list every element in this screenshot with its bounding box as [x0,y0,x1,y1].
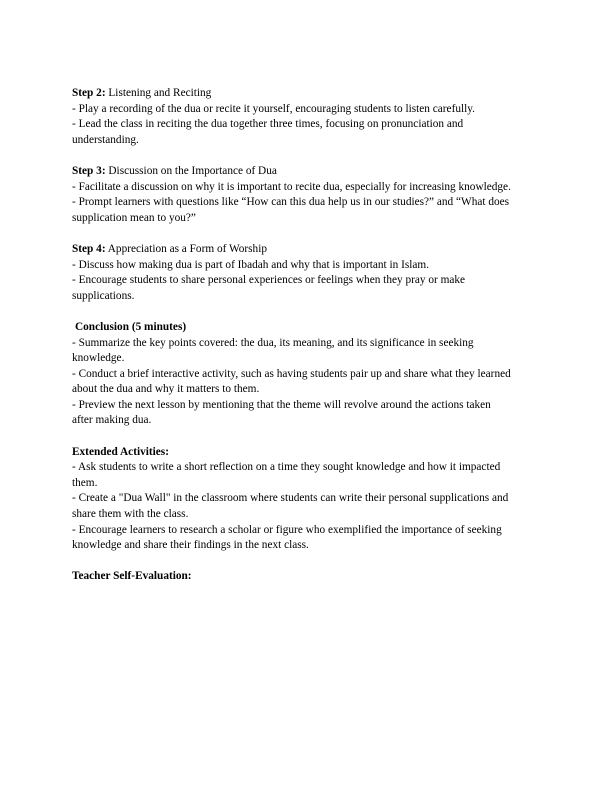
extended-activities-line: - Encourage learners to research a scholar or figure who exemplified the importance of seeking [72,523,502,536]
step-2-section [72,86,552,148]
self-evaluation-heading: Teacher Self-Evaluation: [72,570,192,583]
step-3-label: Step 3: [72,164,106,177]
extended-activities-section [72,445,552,554]
extended-activities-line: - Ask students to write a short reflection on a time they sought knowledge and how it impacted [72,461,501,474]
step-4-line: - Encourage students to share personal experiences or feelings when they pray or make [72,274,466,287]
step-4-label: Step 4: [72,242,106,255]
conclusion-heading: Conclusion (5 minutes) [75,320,187,333]
step-2-heading [72,86,552,102]
step-2-line: - Lead the class in reciting the dua together three times, focusing on pronunciation and [72,118,464,131]
step-2-line: - Play a recording of the dua or recite it yourself, encouraging students to listen carefully. [72,102,475,115]
step-2-line: understanding. [72,133,139,146]
step-3-section [72,164,552,226]
conclusion-line: - Conduct a brief interactive activity, such as having students pair up and share what they learned [72,367,511,380]
step-3-line: - Prompt learners with questions like “How can this dua help us in our studies?” and “What does [72,196,510,209]
conclusion-line: about the dua and why it matters to them. [72,383,260,396]
step-3-line: supplication mean to you?” [72,211,196,224]
extended-activities-heading: Extended Activities: [72,445,169,458]
step-3-line: - Facilitate a discussion on why it is important to recite dua, especially for increasing knowledge. [72,180,511,193]
step-3-heading [72,164,552,180]
step-2-label: Step 2: [72,87,106,99]
step-4-line: - Discuss how making dua is part of Ibadah and why that is important in Islam. [72,258,430,271]
step-4-heading [72,242,552,258]
self-evaluation-section [72,569,552,585]
extended-activities-line: - Create a "Dua Wall" in the classroom where students can write their personal supplications and [72,492,509,505]
step-4-title: Appreciation as a Form of Worship [105,242,267,255]
extended-activities-line: them. [72,476,98,489]
step-4-line: supplications. [72,289,135,302]
step-2-title: Listening and Reciting [105,87,212,99]
extended-activities-line: share them with the class. [72,508,189,521]
conclusion-line: after making dua. [72,414,152,427]
conclusion-line: - Preview the next lesson by mentioning that the theme will revolve around the actions taken [72,398,491,411]
extended-activities-line: knowledge and share their findings in the next class. [72,539,309,552]
conclusion-line: knowledge. [72,352,125,365]
conclusion-section [72,320,552,429]
step-4-section [72,242,552,304]
document-page [72,86,552,601]
step-3-title: Discussion on the Importance of Dua [105,164,277,177]
conclusion-line: - Summarize the key points covered: the dua, its meaning, and its significance in seeking [72,336,474,349]
